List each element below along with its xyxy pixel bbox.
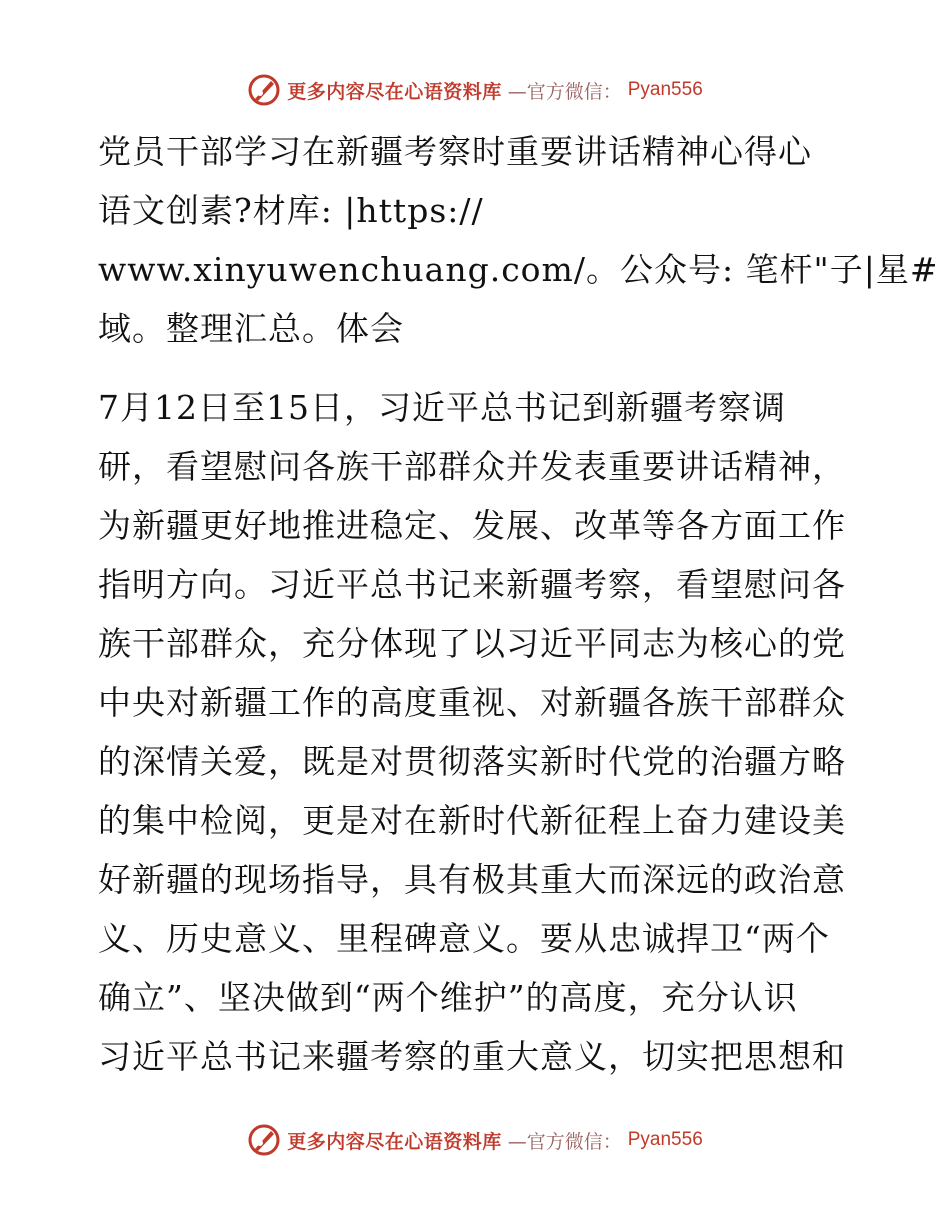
body-line: 确立”、坚决做到“两个维护”的高度，充分认识 [98,978,798,1017]
quill-logo-icon [247,73,281,107]
banner-wechat-id: Pyan556 [627,79,703,100]
banner-wechat-id: Pyan556 [627,1129,703,1150]
body-line: 好新疆的现场指导，具有极其重大而深远的政治意 [98,860,846,899]
document-body [98,122,939,1086]
quill-logo-icon [247,1123,281,1157]
body-line: 习近平总书记来疆考察的重大意义，切实把思想和 [98,1037,846,1076]
banner-site-name: 更多内容尽在心语资料库 [287,1130,502,1153]
body-line: 为新疆更好地推进稳定、发展、改革等各方面工作 [98,506,846,545]
body-line: 义、历史意义、里程碑意义。要从忠诚捍卫“两个 [98,919,830,958]
title-line: 域。整理汇总。体会 [98,309,404,348]
footer-watermark-banner [0,1120,950,1160]
body-line: 的深情关爱，既是对贯彻落实新时代党的治疆方略 [98,742,846,781]
title-line: 党员干部学习在新疆考察时重要讲话精神心得心 [98,132,812,171]
body-line: 研，看望慰问各族干部群众并发表重要讲话精神， [98,447,846,486]
body-line: 中央对新疆工作的高度重视、对新疆各族干部群众 [98,683,846,722]
banner-site-name: 更多内容尽在心语资料库 [287,80,502,103]
title-line: www.xinyuwenchuang.com/。公众号: 笔杆"子|星# [98,250,939,289]
title-line: 语文创素?材库: |https:// [98,191,484,230]
header-watermark-banner [0,70,950,110]
body-line: 族干部群众，充分体现了以习近平同志为核心的党 [98,624,846,663]
body-line: 7月12日至15日，习近平总书记到新疆考察调 [98,388,786,427]
banner-wechat-label: —官方微信： [507,1130,622,1153]
body-paragraph [98,378,850,1086]
body-line: 的集中检阅，更是对在新时代新征程上奋力建设美 [98,801,846,840]
banner-wechat-label: —官方微信： [507,80,622,103]
document-title [98,122,939,358]
body-line: 指明方向。习近平总书记来新疆考察，看望慰问各 [98,565,846,604]
